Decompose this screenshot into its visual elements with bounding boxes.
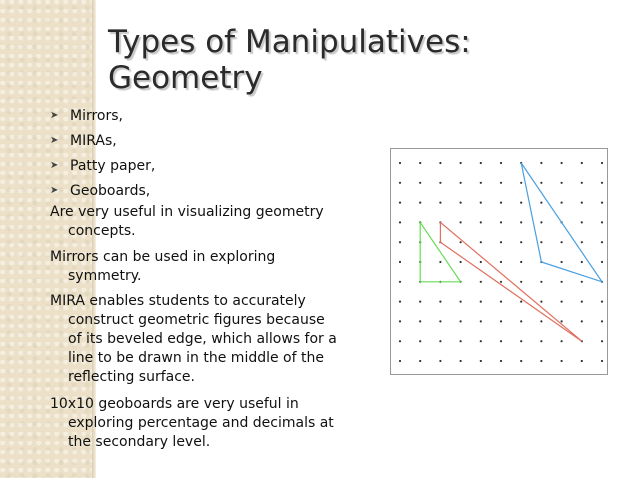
geoboard-peg <box>500 281 502 283</box>
geoboard-peg <box>561 301 563 303</box>
slide-title-line-2: Geometry <box>108 60 263 96</box>
geoboard-peg <box>439 340 441 342</box>
geoboard-peg <box>581 221 583 223</box>
geoboard-peg <box>460 221 462 223</box>
slide-title-line-1: Types of Manipulatives: <box>108 24 471 60</box>
geoboard-peg <box>540 360 542 362</box>
geoboard-peg <box>601 241 603 243</box>
geoboard-peg <box>399 182 401 184</box>
geoboard-peg <box>520 360 522 362</box>
geoboard-peg <box>500 261 502 263</box>
geoboard-peg <box>439 182 441 184</box>
geoboard-peg <box>419 340 421 342</box>
geoboard-peg <box>500 360 502 362</box>
geoboard-peg <box>540 301 542 303</box>
geoboard-peg <box>419 182 421 184</box>
list-item-label: Patty paper, <box>70 158 156 174</box>
geoboard-peg <box>540 202 542 204</box>
paragraph-geoboards: 10x10 geoboards are very useful in exploring percentage and decimals at the secondary level. <box>50 396 334 450</box>
geoboard-peg <box>460 360 462 362</box>
geoboard-peg <box>500 221 502 223</box>
geoboard-peg <box>399 202 401 204</box>
geoboard-peg <box>561 182 563 184</box>
geoboard-peg <box>419 202 421 204</box>
slide-title <box>108 24 568 96</box>
geoboard-peg <box>601 182 603 184</box>
list-item <box>50 156 155 176</box>
geoboard-peg <box>540 320 542 322</box>
geoboard-peg <box>399 162 401 164</box>
geoboard-peg <box>540 241 542 243</box>
geoboard-peg <box>460 162 462 164</box>
geoboard-peg <box>480 261 482 263</box>
geoboard-peg <box>439 320 441 322</box>
geoboard-peg <box>500 241 502 243</box>
geoboard-peg <box>520 301 522 303</box>
geoboard-peg <box>540 340 542 342</box>
geoboard-peg <box>581 360 583 362</box>
geoboard-peg <box>561 340 563 342</box>
geoboard-peg <box>480 182 482 184</box>
geoboard-peg <box>500 162 502 164</box>
geoboard-peg <box>480 241 482 243</box>
geoboard-peg <box>540 182 542 184</box>
geoboard-peg <box>480 340 482 342</box>
geoboard-peg <box>439 360 441 362</box>
geoboard-peg <box>399 261 401 263</box>
geoboard-figure <box>390 148 608 375</box>
geoboard-peg <box>419 301 421 303</box>
geoboard-peg <box>540 221 542 223</box>
geoboard-peg <box>581 202 583 204</box>
paragraph-mira: MIRA enables students to accurately construct geometric figures because of its beveled edge, which allows for a line to be drawn in the middle of the reflecting surface. <box>50 293 337 385</box>
geoboard-peg <box>601 221 603 223</box>
geoboard-peg <box>520 340 522 342</box>
geoboard-peg <box>460 182 462 184</box>
geoboard-peg <box>520 221 522 223</box>
geoboard-peg <box>520 241 522 243</box>
list-item <box>50 131 155 151</box>
geoboard-peg <box>460 202 462 204</box>
list-item-label: Geoboards, <box>70 183 151 199</box>
geoboard-peg <box>419 320 421 322</box>
geoboard-peg <box>460 320 462 322</box>
geoboard-peg <box>480 281 482 283</box>
list-item-label: MIRAs, <box>70 133 117 149</box>
geoboard-peg <box>601 320 603 322</box>
geoboard-peg <box>399 301 401 303</box>
geoboard-peg <box>500 182 502 184</box>
geoboard-peg <box>480 221 482 223</box>
geoboard-peg <box>480 162 482 164</box>
geoboard-peg <box>439 162 441 164</box>
geoboard-peg <box>581 301 583 303</box>
geoboard-peg <box>581 261 583 263</box>
geoboard-peg <box>601 340 603 342</box>
manipulatives-list <box>50 106 155 206</box>
geoboard-peg <box>561 320 563 322</box>
geoboard-peg <box>500 301 502 303</box>
geoboard-peg <box>601 261 603 263</box>
geoboard-peg <box>581 241 583 243</box>
geoboard-peg <box>399 320 401 322</box>
geoboard-peg <box>581 320 583 322</box>
geoboard-peg <box>520 281 522 283</box>
list-item-label: Mirrors, <box>70 108 123 124</box>
geoboard-peg <box>601 162 603 164</box>
geoboard-peg <box>601 202 603 204</box>
geoboard-peg <box>601 301 603 303</box>
geoboard-peg <box>561 281 563 283</box>
geoboard-peg <box>480 360 482 362</box>
geoboard-peg <box>561 202 563 204</box>
geoboard-peg <box>561 162 563 164</box>
paragraph-visualizing: Are very useful in visualizing geometry concepts. <box>50 204 324 239</box>
geoboard-peg <box>601 360 603 362</box>
geoboard-peg <box>581 162 583 164</box>
arrow-bullet-icon: ➤ <box>50 185 59 196</box>
geoboard-peg <box>500 340 502 342</box>
geoboard-peg <box>581 281 583 283</box>
geoboard-peg <box>540 162 542 164</box>
geoboard-peg <box>419 360 421 362</box>
geoboard-svg <box>391 149 607 374</box>
arrow-bullet-icon: ➤ <box>50 110 59 121</box>
arrow-bullet-icon: ➤ <box>50 160 59 171</box>
geoboard-peg <box>460 340 462 342</box>
geoboard-peg <box>399 360 401 362</box>
geoboard-peg <box>460 301 462 303</box>
geoboard-peg <box>520 182 522 184</box>
geoboard-peg <box>540 281 542 283</box>
geoboard-peg <box>439 202 441 204</box>
geoboard-peg <box>480 301 482 303</box>
geoboard-peg <box>520 320 522 322</box>
geoboard-peg <box>399 241 401 243</box>
geoboard-peg <box>480 320 482 322</box>
geoboard-peg <box>500 202 502 204</box>
geoboard-peg <box>520 261 522 263</box>
geoboard-peg <box>561 360 563 362</box>
geoboard-peg <box>399 281 401 283</box>
geoboard-peg <box>460 241 462 243</box>
blue-triangle <box>521 163 602 282</box>
geoboard-peg <box>399 340 401 342</box>
arrow-bullet-icon: ➤ <box>50 135 59 146</box>
geoboard-peg <box>439 301 441 303</box>
geoboard-peg <box>520 202 522 204</box>
geoboard-peg <box>581 182 583 184</box>
geoboard-peg <box>399 221 401 223</box>
paragraph-mirrors: Mirrors can be used in exploring symmetry. <box>50 249 276 284</box>
geoboard-peg <box>561 241 563 243</box>
geoboard-peg <box>419 162 421 164</box>
list-item <box>50 106 155 126</box>
geoboard-peg <box>500 320 502 322</box>
geoboard-peg <box>439 261 441 263</box>
geoboard-peg <box>561 261 563 263</box>
geoboard-peg <box>460 261 462 263</box>
list-item <box>50 181 155 201</box>
geoboard-peg <box>480 202 482 204</box>
